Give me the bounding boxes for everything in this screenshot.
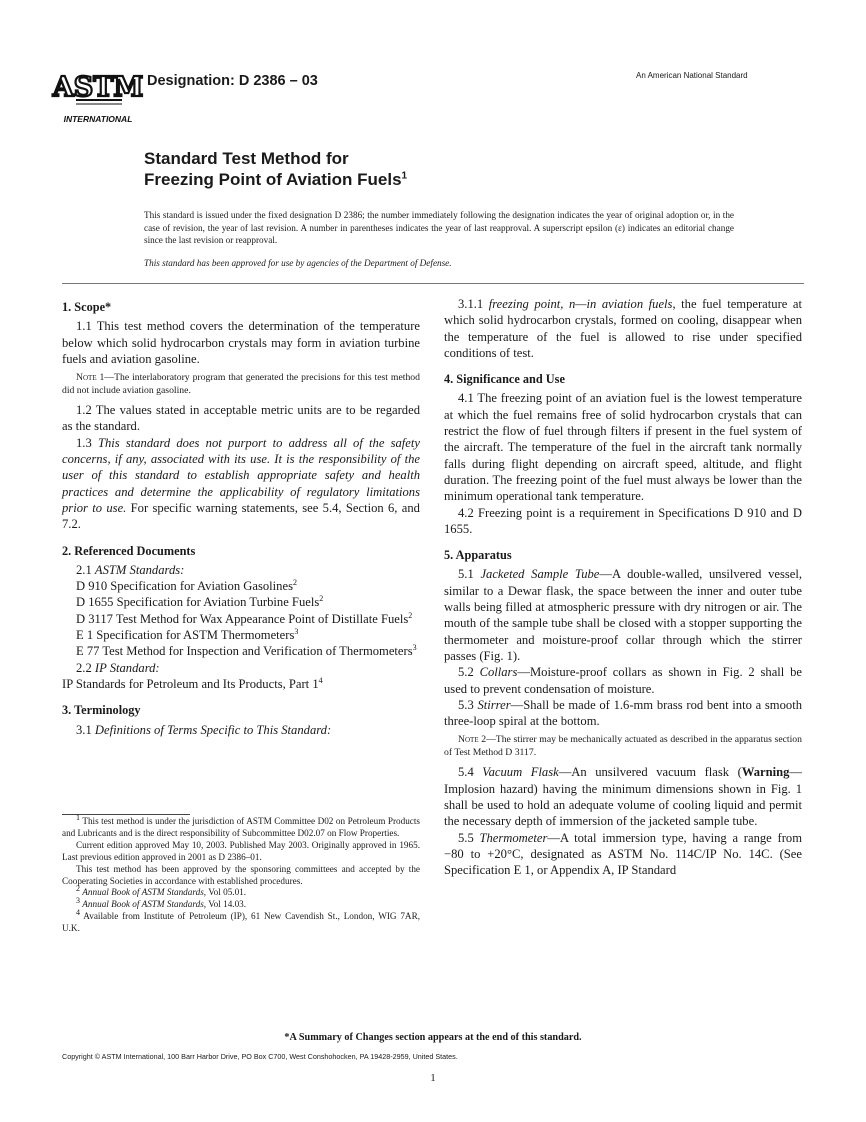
para-4-2: 4.2 Freezing point is a requirement in Specifications D 910 and D 1655. [444,505,802,536]
para-2-1-title: ASTM Standards: [94,562,185,577]
copyright-line: Copyright © ASTM International, 100 Barr Harbor Drive, PO Box C700, West Conshohocken, PA 19428-2959, United States. [62,1052,458,1061]
para-3-1-1-term: freezing point, n—in aviation fuels [488,297,673,311]
section-5-heading: 5. Apparatus [444,548,512,563]
preamble: This standard is issued under the fixed designation D 2386; the number immediately following the designation indicates the year of original adoption or, in the case of revision, the year of last revision. A number in parentheses indicates the year of last reapproval. A superscript epsilon (ε) indicates an editorial change since the last revision or reapproval. [144,210,734,245]
para-5-2-text: —Moisture-proof collars as shown in Fig. 2 shall be used to prevent condensation of moisture. [444,665,802,696]
para-5-2-term: Collars [479,665,518,680]
reference-item [62,643,420,659]
note-1 [62,372,420,397]
reference-text: D 910 Specification for Aviation Gasolines [76,579,293,594]
para-5-5-num: 5.5 [458,830,474,845]
document-title [144,148,407,190]
footnotes [62,812,421,935]
footnote-1-mark: 1 [76,812,80,822]
para-2-1 [62,562,420,578]
para-2-1-num: 2.1 [76,562,92,577]
para-3-1-num: 3.1 [76,722,92,737]
note-2-label: Note 2 [458,734,487,746]
para-1-2: 1.2 The values stated in acceptable metric units are to be regarded as the standard. [62,403,420,434]
note-2-text: —The stirrer may be mechanically actuated as described in the apparatus section of Test Method D 3117. [444,734,802,758]
para-5-3 [444,697,802,730]
footnote-1 [62,812,421,840]
para-1-3-rest: For specific warning statements, see 5.4, Section 6, and 7.2. [62,500,420,532]
footnote-2-book: Annual Book of ASTM Standards [82,887,204,898]
reference-text: D 1655 Specification for Aviation Turbine Fuels [76,595,320,610]
section-3-heading: 3. Terminology [62,703,141,718]
reference-text: D 3117 Test Method for Wax Appearance Point of Distillate Fuels [76,611,409,626]
right-column [444,296,802,879]
reference-footnote-mark: 3 [412,643,417,653]
svg-text:INTERNATIONAL: INTERNATIONAL [63,114,133,124]
section-2-heading: 2. Referenced Documents [62,543,196,558]
astm-logo [52,62,144,126]
para-3-1 [62,722,420,738]
dod-notice: This standard has been approved for use by agencies of the Department of Defense. [144,258,452,268]
footnote-3-mark: 3 [76,896,80,906]
para-1-1: 1.1 This test method covers the determination of the temperature below which solid hydrocarbon crystals may form in aviation turbine fuels and aviation gasoline. [62,319,420,366]
page-number: 1 [430,1072,436,1084]
footnote-3 [62,896,420,911]
para-5-5-text: —A total immersion type, having a range from −80 to +20°C, designated as ASTM No. 114C/IP No. 14C. (See Specification E 1, or Appendix A, IP Standard [444,830,802,878]
footnote-4-mark: 4 [76,908,80,918]
title-line-1: Standard Test Method for [144,149,349,168]
para-5-2 [444,664,802,697]
reference-text: IP Standards for Petroleum and Its Products, Part 1 [62,676,319,691]
para-3-1-1 [444,296,802,361]
footnote-divider [62,814,190,815]
para-1-3-num: 1.3 [76,435,92,450]
para-1-3 [62,435,420,533]
footnote-4 [62,908,420,935]
footnote-1-approval: This test method has been approved by the sponsoring committees and accepted by the Cooperating Societies in accordance with established procedures. [62,863,420,886]
reference-footnote-mark: 2 [408,610,413,620]
footnote-2-vol: , Vol 05.01. [203,887,247,898]
para-5-3-num: 5.3 [458,697,474,712]
header-divider [62,283,804,284]
para-5-4 [444,764,802,829]
footnote-2 [62,884,420,899]
para-2-2 [62,660,420,676]
reference-item [62,676,420,692]
para-3-1-1-num: 3.1.1 [458,297,484,311]
para-5-4-b: —Implosion hazard) having the minimum dimensions shown in Fig. 1 shall be used to hold an adequate volume of cooling liquid and permit the necessary depth of immersion of the jacketed sample tube. [444,765,802,829]
title-line-2: Freezing Point of Aviation Fuels [144,170,402,189]
para-5-4-term: Vacuum Flask [482,765,559,780]
reference-footnote-mark: 3 [294,626,299,636]
section-4-heading: 4. Significance and Use [444,372,565,387]
para-5-1-num: 5.1 [458,567,474,582]
para-2-2-num: 2.2 [76,660,92,675]
para-5-5-term: Thermometer [479,830,548,845]
footnote-1-edition: Current edition approved May 10, 2003. Published May 2003. Originally approved in 1965. Last previous edition approved in 2001 as D 2386–01. [62,839,420,862]
reference-item [62,578,420,594]
para-5-3-text: —Shall be made of 1.6-mm brass rod bent into a smooth three-loop spiral at the bottom. [444,697,802,729]
note-2 [444,734,802,759]
title-footnote-mark: 1 [401,170,408,182]
para-4-1: 4.1 The freezing point of an aviation fuel is the lowest temperature at which the fuel remains free of solid hydrocarbon crystals that can restrict the flow of fuel through filters if present in the fuel system of the aircraft. The temperature of the fuel in the aircraft tank normally falls during flight depending on aircraft speed, altitude, and flight duration. The freezing point of the fuel must always be lower than the minimum operational tank temperature. [444,391,802,504]
para-5-1-term: Jacketed Sample Tube [480,567,600,582]
para-5-2-num: 5.2 [458,665,474,680]
svg-text:ASTM: ASTM [52,72,144,103]
reference-footnote-mark: 2 [319,594,324,604]
para-5-1-text: —A double-walled, unsilvered vessel, similar to a Dewar flask, the space between the inner and outer tube walls being filled at atmospheric pressure with dry nitrogen or air. The mouth of the sample tube shall be closed with a stopper supporting the thermometer and moisture-proof collar through which the stirrer passes (Fig. 1). [444,567,803,663]
para-5-1 [444,566,802,664]
reference-text: E 1 Specification for ASTM Thermometers [76,628,295,643]
reference-item [62,594,420,610]
reference-footnote-mark: 4 [318,675,323,685]
para-3-1-title: Definitions of Terms Specific to This Standard: [94,722,332,737]
reference-text: E 77 Test Method for Inspection and Verification of Thermometers [76,644,413,659]
note-1-text: —The interlaboratory program that generated the precisions for this test method did not include aviation gasoline. [62,372,420,396]
reference-footnote-mark: 2 [292,577,297,587]
para-2-2-title: IP Standard: [94,660,160,675]
footnote-4-text: Available from Institute of Petroleum (IP), 61 New Cavendish St., London, WIG 7AR, U.K. [62,911,420,934]
note-1-label: Note 1 [76,372,105,384]
reference-item [62,627,420,643]
national-standard-label: An American National Standard [636,71,748,80]
summary-of-changes-notice: *A Summary of Changes section appears at the end of this standard. [284,1032,582,1043]
designation: Designation: D 2386 – 03 [147,73,318,89]
left-column [62,296,420,738]
para-1-3-italic: This standard does not purport to address all of the safety concerns, if any, associated with its use. It is the responsibility of the user of this standard to establish appropriate safety and health practices and determine the applicability of regulatory limitations prior to use. [62,435,420,515]
para-5-5 [444,830,802,879]
footnote-3-vol: , Vol 14.03. [203,899,247,910]
reference-item [62,611,420,627]
para-5-4-num: 5.4 [458,765,474,780]
para-5-4-a: —An unsilvered vacuum flask ( [558,765,742,780]
para-5-3-term: Stirrer [477,697,511,712]
footnote-3-book: Annual Book of ASTM Standards [82,899,204,910]
para-3-1-1-text: , the fuel temperature at which solid hydrocarbon crystals, formed on cooling, disappear when the temperature of the fuel is allowed to rise under specified conditions of test. [444,297,802,360]
footnote-1-text: This test method is under the jurisdiction of ASTM Committee D02 on Petroleum Products and Lubricants and is the direct responsibility of Subcommittee D02.07 on Flow Properties. [62,816,421,838]
section-1-heading: 1. Scope* [62,300,112,314]
footnote-2-mark: 2 [76,884,80,894]
para-5-4-warning: Warning [741,765,790,780]
